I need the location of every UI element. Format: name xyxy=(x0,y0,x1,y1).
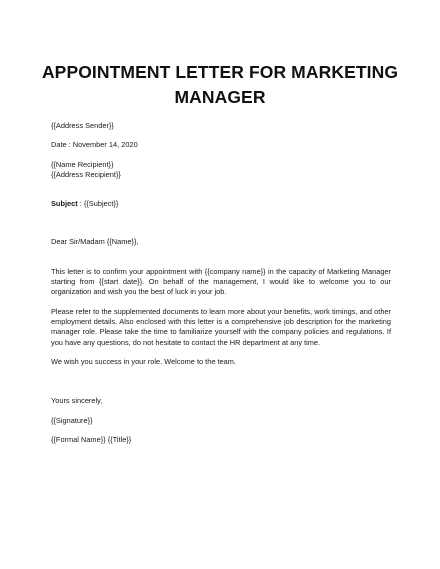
closing: Yours sincerely, xyxy=(51,396,103,405)
letter-title: APPOINTMENT LETTER FOR MARKETING MANAGER xyxy=(41,62,399,107)
subject-value: : {{Subject}} xyxy=(77,199,119,208)
name-recipient: {{Name Recipient}} xyxy=(51,160,114,169)
formal-name-title: {{Formal Name}} {{Title}} xyxy=(51,435,132,444)
subject-line xyxy=(51,199,391,209)
paragraph-confirmation: This letter is to confirm your appointment with {{company name}} in the capacity of Marketing Manager starting from {{start date}}. On behalf of the management, I would like to welcome you to our organization and wish you the best of luck in your job. xyxy=(51,267,391,297)
paragraph-welcome: We wish you success in your role. Welcome to the team. xyxy=(51,357,236,366)
signature: {{Signature}} xyxy=(51,416,93,425)
address-recipient: {{Address Recipient}} xyxy=(51,170,121,180)
date-line: Date : November 14, 2020 xyxy=(51,140,138,149)
paragraph-documents: Please refer to the supplemented documents to learn more about your benefits, work timings, and other employment details. Also enclosed with this letter is a comprehensive job description for the marketing manager role. Please take the time to familiarize yourself with the company policies and regulations. If you have any questions, do not hesitate to contact the HR department at any time. xyxy=(51,307,391,347)
salutation: Dear Sir/Madam {{Name}}, xyxy=(51,237,139,246)
subject-label: Subject xyxy=(51,199,78,208)
address-sender: {{Address Sender}} xyxy=(51,121,114,130)
recipient-block xyxy=(51,160,391,180)
